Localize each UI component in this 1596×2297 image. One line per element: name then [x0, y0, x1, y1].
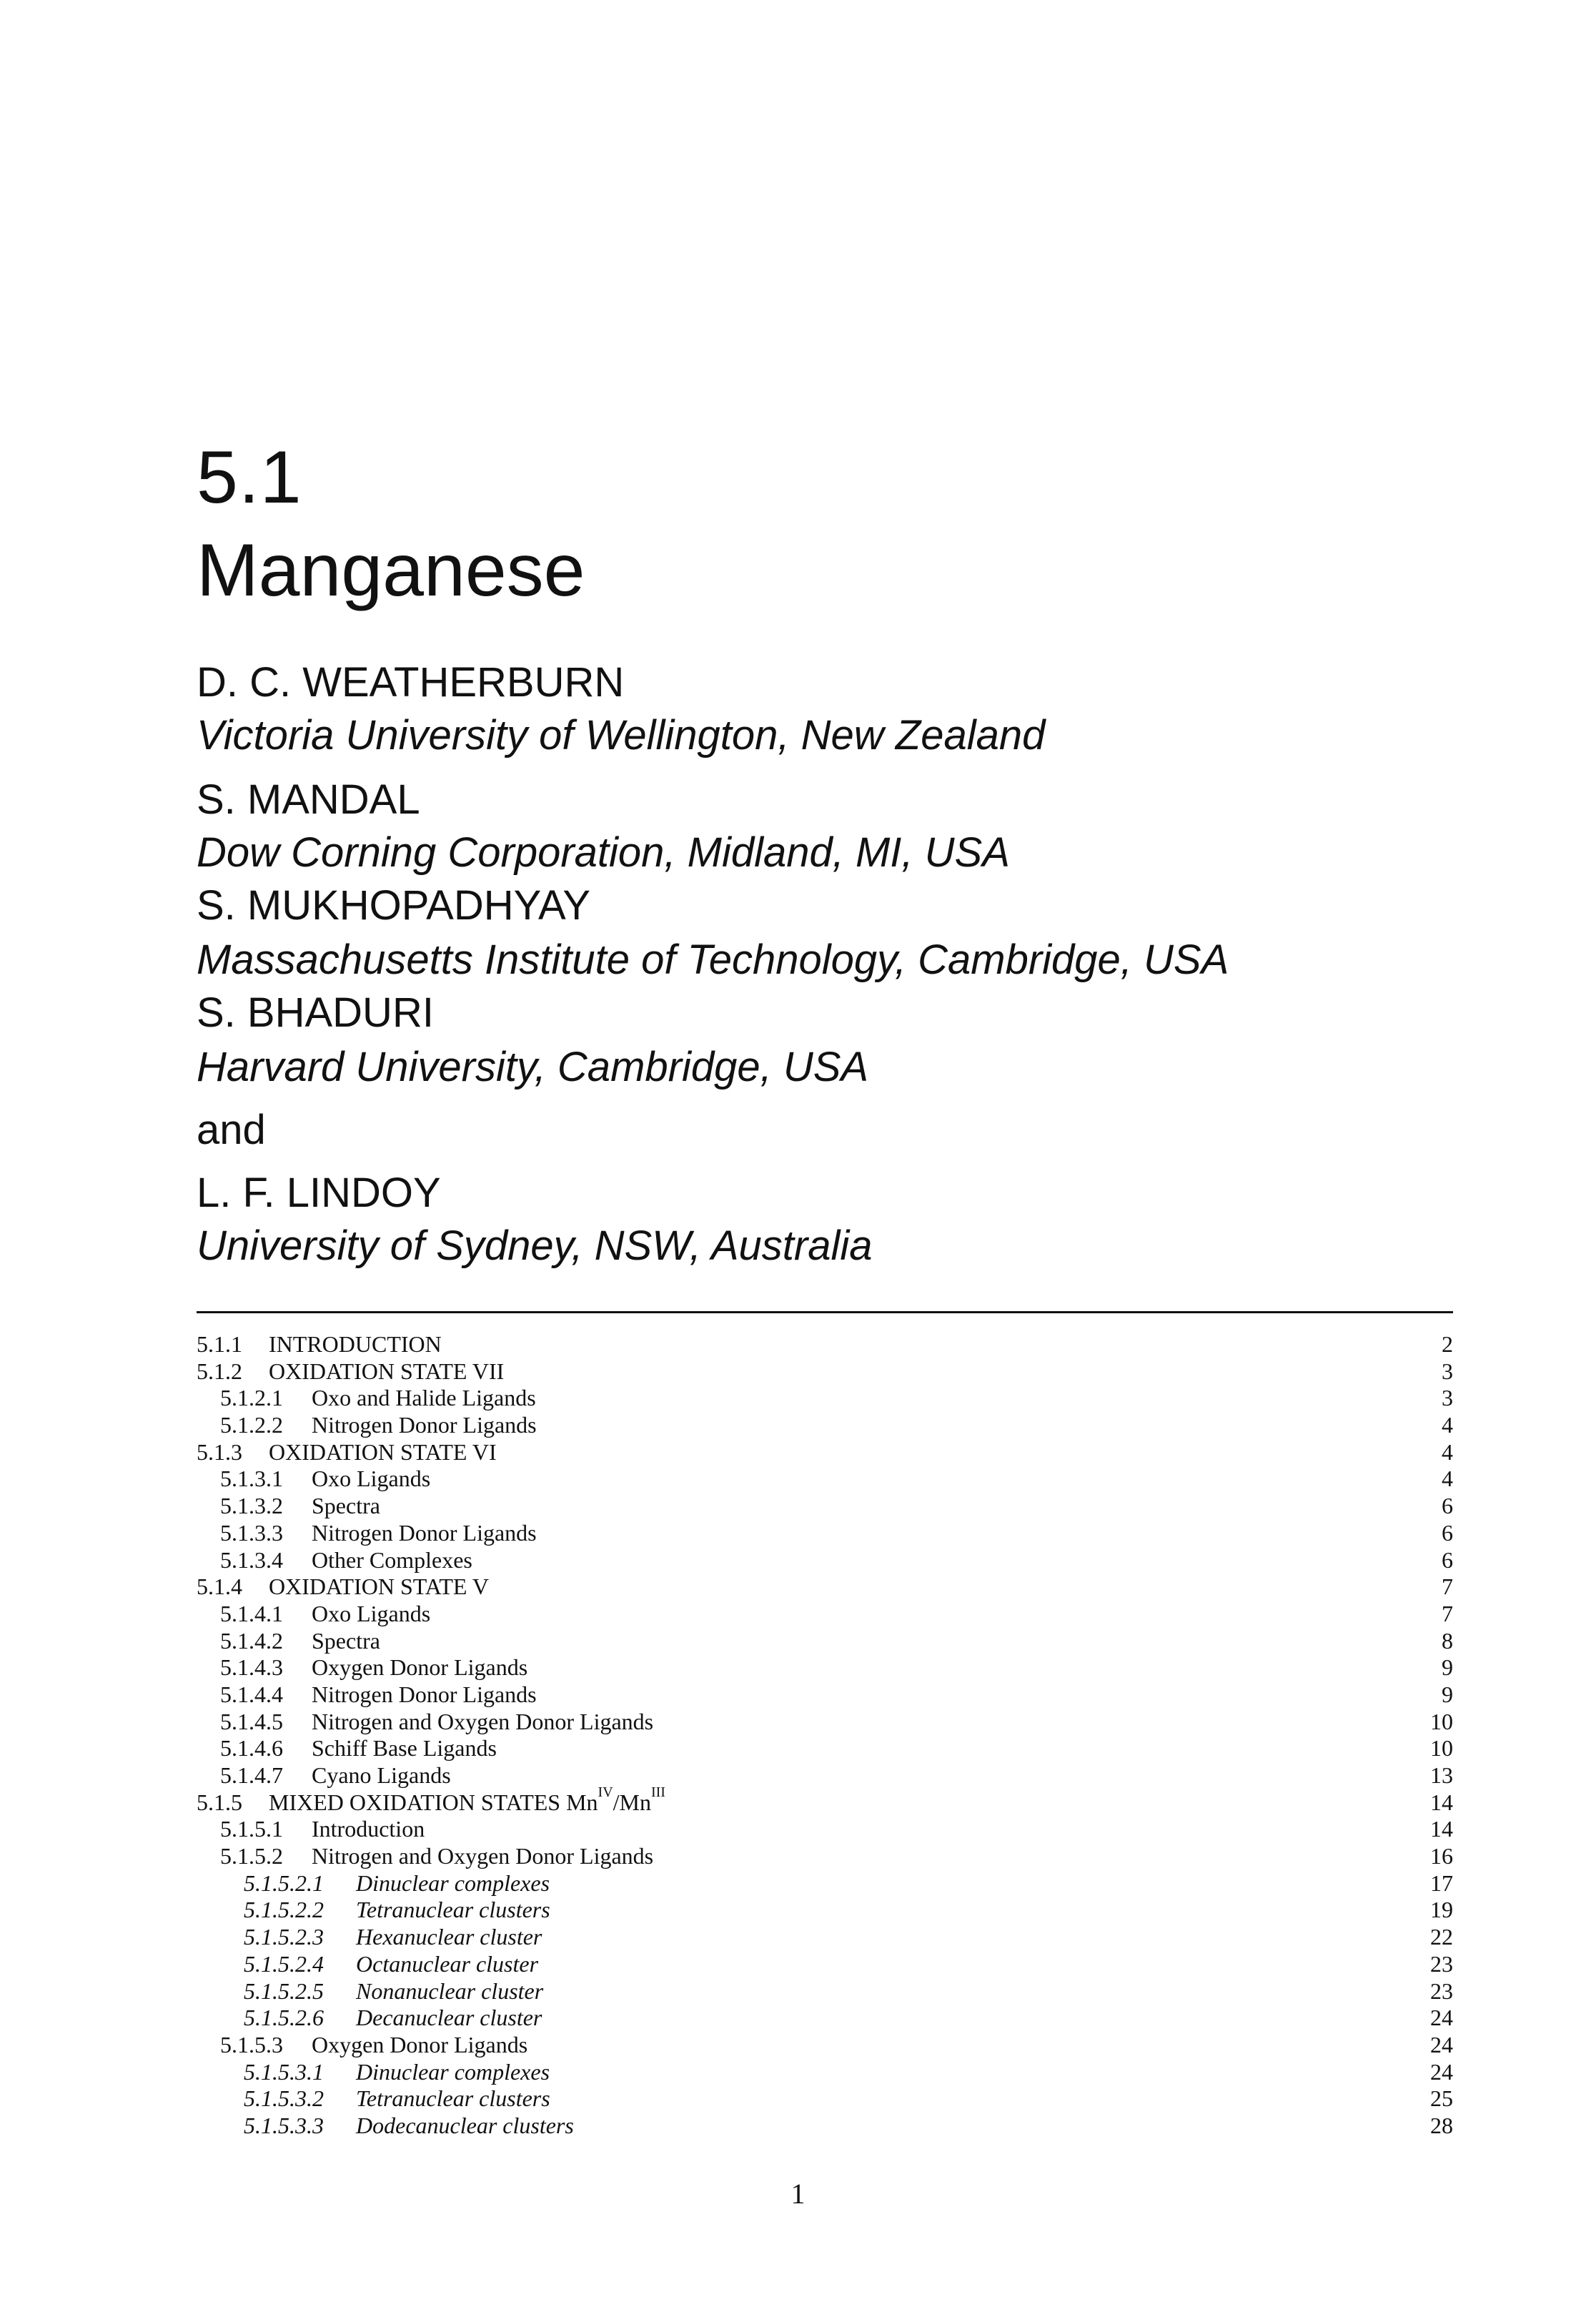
toc-entry: [197, 1628, 1453, 1655]
toc-entry-page: 4: [1442, 1412, 1453, 1438]
toc-entry-superscript: IV: [598, 1784, 613, 1800]
toc-entry-title: Oxo Ligands: [312, 1600, 431, 1626]
toc-entry-title: Nitrogen and Oxygen Donor Ligands: [312, 1708, 654, 1734]
toc-entry-number: 5.1.3.3: [220, 1519, 283, 1546]
toc-entry-number: 5.1.5.2.4: [244, 1950, 324, 1977]
toc-entry-title: Nitrogen Donor Ligands: [312, 1519, 537, 1546]
toc-entry-page: 10: [1430, 1735, 1453, 1762]
toc-entry-title: Hexanuclear cluster: [356, 1924, 542, 1950]
chapter-number: 5.1: [197, 436, 302, 519]
toc-entry-title: Dodecanuclear clusters: [356, 2112, 574, 2138]
toc-entry-number: 5.1.5.2: [220, 1843, 283, 1869]
toc-entry: [197, 2005, 1453, 2032]
toc-entry: [197, 1547, 1453, 1574]
toc-entry: [197, 1331, 1453, 1358]
toc-entry-title: OXIDATION STATE V: [269, 1574, 489, 1600]
toc-entry: [197, 1574, 1453, 1601]
toc-entry-title: Schiff Base Ligands: [312, 1735, 497, 1762]
toc-entry-title: Dinuclear complexes: [356, 2058, 550, 2085]
toc-entry-title: Octanuclear cluster: [356, 1950, 539, 1977]
author-name: D. C. WEATHERBURN: [197, 659, 625, 706]
toc-entry-page: 9: [1442, 1654, 1453, 1681]
toc-entry-title: Cyano Ligands: [312, 1762, 451, 1788]
toc-entry-number: 5.1.4: [197, 1574, 242, 1600]
toc-entry-page: 23: [1430, 1977, 1453, 2004]
toc-entry-number: 5.1.2.2: [220, 1412, 283, 1438]
author-affiliation: University of Sydney, NSW, Australia: [197, 1222, 873, 1269]
toc-entry-page: 10: [1430, 1708, 1453, 1734]
toc-entry-number: 5.1.2.1: [220, 1385, 283, 1411]
toc-entry-page: 7: [1442, 1600, 1453, 1626]
toc-entry-number: 5.1.4.3: [220, 1654, 283, 1681]
toc-entry-page: 14: [1430, 1789, 1453, 1815]
toc-entry: [197, 1951, 1453, 1978]
toc-entry-title: Decanuclear cluster: [356, 2005, 542, 2031]
toc-entry-title: Tetranuclear clusters: [356, 1897, 550, 1923]
toc-entry-title-part: MIXED OXIDATION STATES Mn: [269, 1789, 598, 1815]
toc-entry-number: 5.1.2: [197, 1358, 242, 1384]
toc-entry: [197, 1897, 1453, 1924]
toc-entry: [197, 1735, 1453, 1762]
toc-entry-page: 6: [1442, 1493, 1453, 1519]
chapter-title: Manganese: [197, 529, 585, 612]
toc-entry-title: Introduction: [312, 1816, 425, 1842]
toc-entry-number: 5.1.3.2: [220, 1493, 283, 1519]
toc-entry-page: 4: [1442, 1438, 1453, 1465]
toc-entry-page: 2: [1442, 1331, 1453, 1357]
toc-entry-number: 5.1.5.2.3: [244, 1924, 324, 1950]
toc-entry-title: Oxo and Halide Ligands: [312, 1385, 536, 1411]
toc-entry: [197, 2059, 1453, 2086]
author-name: L. F. LINDOY: [197, 1170, 441, 1216]
toc-entry-number: 5.1.4.7: [220, 1762, 283, 1788]
toc-entry-number: 5.1.4.6: [220, 1735, 283, 1762]
toc-entry-number: 5.1.5.3.2: [244, 2085, 324, 2112]
toc-entry: [197, 1762, 1453, 1789]
toc-entry-page: 13: [1430, 1762, 1453, 1788]
toc-entry-page: 24: [1430, 2058, 1453, 2085]
toc-entry-number: 5.1.5.2.2: [244, 1897, 324, 1923]
toc-entry-page: 8: [1442, 1627, 1453, 1654]
toc-entry-title: Nitrogen Donor Ligands: [312, 1412, 537, 1438]
toc-entry: [197, 1412, 1453, 1439]
table-of-contents: [197, 1331, 1453, 2140]
author-name: S. MUKHOPADHYAY: [197, 882, 591, 929]
toc-entry-page: 14: [1430, 1816, 1453, 1842]
toc-entry-title: Nonanuclear cluster: [356, 1977, 544, 2004]
toc-entry-number: 5.1.4.5: [220, 1708, 283, 1734]
author-name: S. MANDAL: [197, 776, 420, 823]
toc-entry: [197, 2085, 1453, 2113]
toc-entry-number: 5.1.3.4: [220, 1546, 283, 1573]
toc-entry-number: 5.1.4.2: [220, 1627, 283, 1654]
toc-entry-title: Oxo Ligands: [312, 1466, 431, 1492]
toc-entry-title: Oxygen Donor Ligands: [312, 2031, 528, 2058]
toc-entry-title: [269, 1784, 665, 1817]
toc-entry: [197, 1784, 1453, 1817]
toc-entry-page: 22: [1430, 1924, 1453, 1950]
toc-entry-page: 3: [1442, 1385, 1453, 1411]
toc-entry-number: 5.1.5.3: [220, 2031, 283, 2058]
toc-entry-title: OXIDATION STATE VII: [269, 1358, 505, 1384]
toc-entry-number: 5.1.5.2.6: [244, 2005, 324, 2031]
toc-entry-title: Tetranuclear clusters: [356, 2085, 550, 2112]
toc-entry-page: 3: [1442, 1358, 1453, 1384]
toc-entry-number: 5.1.4.1: [220, 1600, 283, 1626]
toc-entry-page: 9: [1442, 1681, 1453, 1707]
toc-entry-title: Nitrogen Donor Ligands: [312, 1681, 537, 1707]
toc-entry-number: 5.1.4.4: [220, 1681, 283, 1707]
author-conjunction: and: [197, 1107, 266, 1153]
toc-entry-page: 23: [1430, 1950, 1453, 1977]
toc-entry: [197, 1870, 1453, 1897]
toc-entry-number: 5.1.5.3.1: [244, 2058, 324, 2085]
toc-entry: [197, 1816, 1453, 1843]
toc-entry-title: Nitrogen and Oxygen Donor Ligands: [312, 1843, 654, 1869]
author-affiliation: Harvard University, Cambridge, USA: [197, 1044, 869, 1090]
toc-entry-page: 6: [1442, 1546, 1453, 1573]
toc-entry: [197, 1681, 1453, 1709]
toc-entry: [197, 1843, 1453, 1870]
toc-entry: [197, 1520, 1453, 1547]
toc-entry-title: Dinuclear complexes: [356, 1869, 550, 1896]
author-affiliation: Dow Corning Corporation, Midland, MI, USA: [197, 829, 1010, 876]
toc-entry-number: 5.1.5: [197, 1789, 242, 1815]
toc-entry-number: 5.1.5.1: [220, 1816, 283, 1842]
toc-entry: [197, 1439, 1453, 1466]
toc-entry-page: 7: [1442, 1574, 1453, 1600]
toc-entry-title: Other Complexes: [312, 1546, 472, 1573]
toc-entry-page: 25: [1430, 2085, 1453, 2112]
toc-entry-page: 19: [1430, 1897, 1453, 1923]
toc-entry: [197, 1601, 1453, 1628]
toc-entry-page: 6: [1442, 1519, 1453, 1546]
toc-entry: [197, 1924, 1453, 1951]
toc-entry-number: 5.1.5.2.5: [244, 1977, 324, 2004]
toc-entry: [197, 1493, 1453, 1520]
toc-entry: [197, 1358, 1453, 1385]
author-affiliation: Victoria University of Wellington, New Zealand: [197, 712, 1046, 759]
author-name: S. BHADURI: [197, 989, 434, 1036]
toc-entry-number: 5.1.1: [197, 1331, 242, 1357]
toc-entry-page: 28: [1430, 2112, 1453, 2138]
toc-entry-title: OXIDATION STATE VI: [269, 1438, 497, 1465]
toc-entry-page: 4: [1442, 1466, 1453, 1492]
toc-entry: [197, 1385, 1453, 1412]
toc-entry-number: 5.1.5.3.3: [244, 2112, 324, 2138]
toc-entry-title-part: /Mn: [613, 1789, 651, 1815]
toc-entry-page: 17: [1430, 1869, 1453, 1896]
toc-entry-page: 16: [1430, 1843, 1453, 1869]
toc-entry-page: 24: [1430, 2005, 1453, 2031]
toc-entry: [197, 1466, 1453, 1493]
page-number: 1: [790, 2178, 806, 2210]
toc-entry: [197, 2113, 1453, 2140]
toc-entry-page: 24: [1430, 2031, 1453, 2058]
toc-entry-superscript: III: [650, 1784, 665, 1800]
section-divider: [197, 1311, 1453, 1313]
toc-entry: [197, 2032, 1453, 2059]
author-affiliation: Massachusetts Institute of Technology, Cambridge, USA: [197, 937, 1229, 983]
toc-entry-title: Oxygen Donor Ligands: [312, 1654, 528, 1681]
toc-entry: [197, 1978, 1453, 2005]
toc-entry-title: INTRODUCTION: [269, 1331, 442, 1357]
toc-entry-title: Spectra: [312, 1627, 380, 1654]
toc-entry: [197, 1709, 1453, 1736]
toc-entry-title: Spectra: [312, 1493, 380, 1519]
toc-entry-number: 5.1.3: [197, 1438, 242, 1465]
toc-entry-number: 5.1.3.1: [220, 1466, 283, 1492]
toc-entry: [197, 1654, 1453, 1681]
toc-entry-number: 5.1.5.2.1: [244, 1869, 324, 1896]
